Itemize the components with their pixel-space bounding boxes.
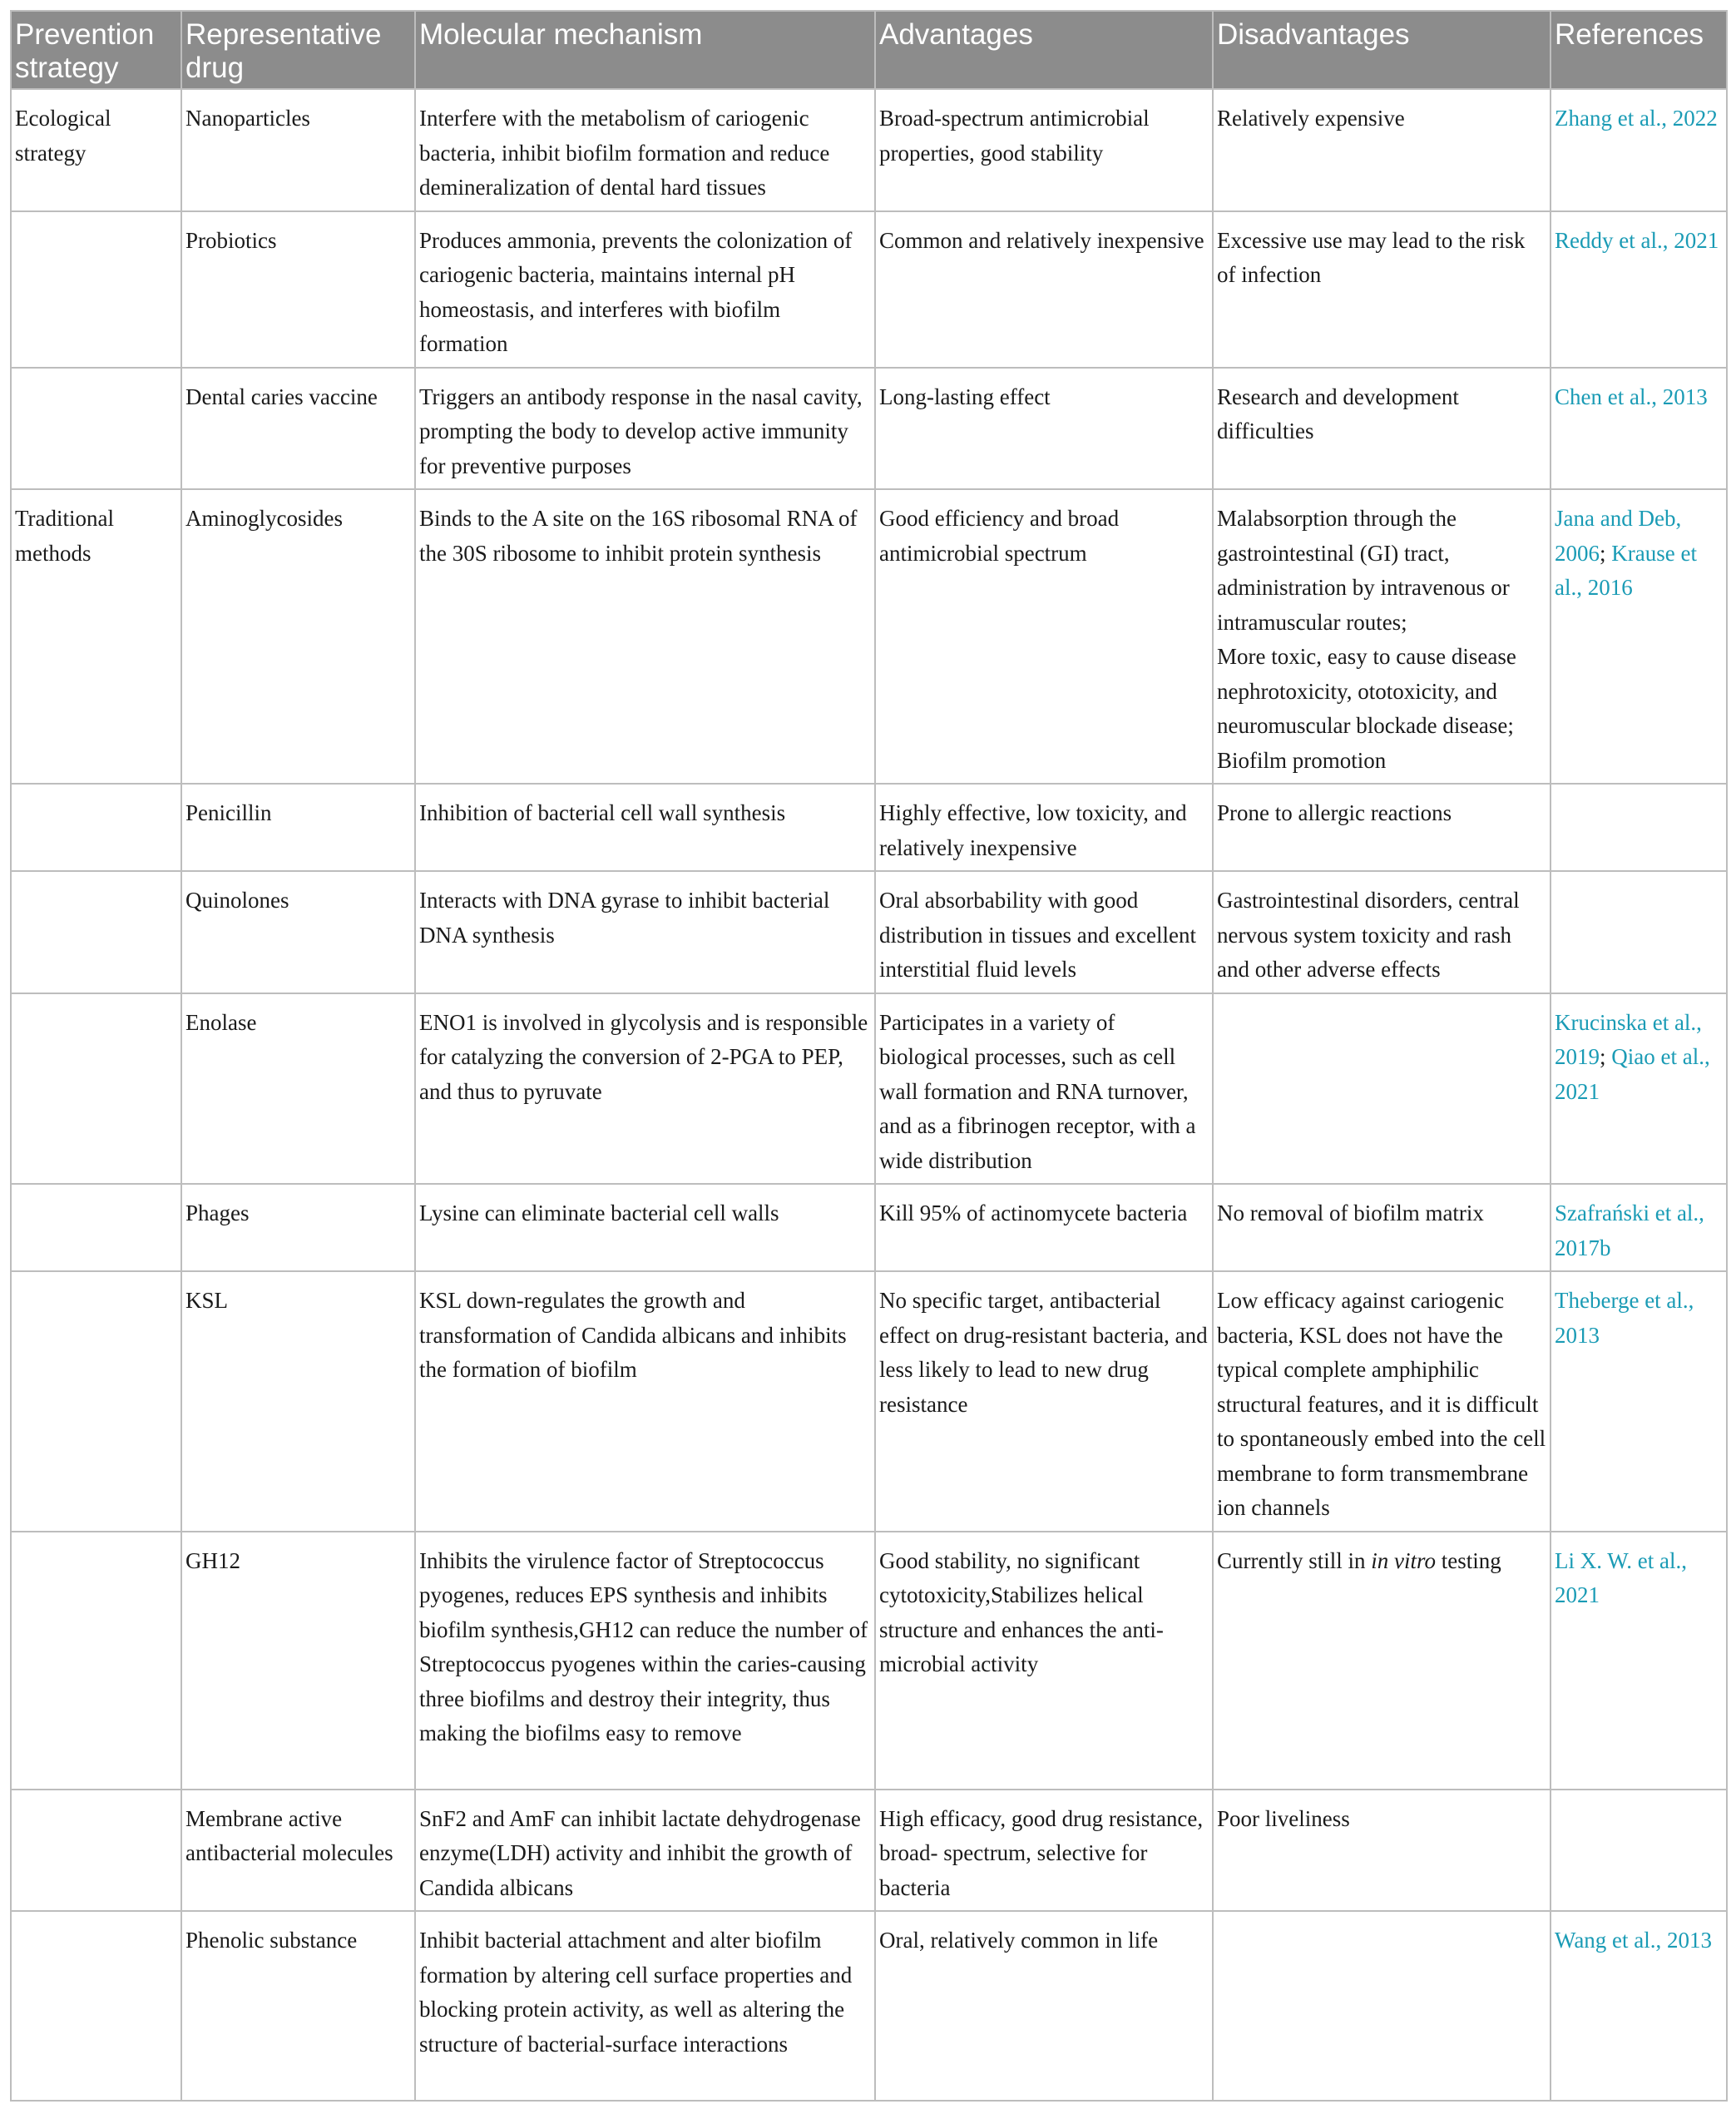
- disadvantages-cell: Excessive use may lead to the risk of infection: [1213, 211, 1551, 368]
- drug-cell: Phages: [181, 1184, 415, 1271]
- advantages-cell: Good stability, no significant cytotoxicity,Stabilizes helical structure and enhances the anti-microbial activity: [875, 1532, 1213, 1790]
- strategy-cell: [11, 368, 181, 490]
- drug-cell: Enolase: [181, 993, 415, 1185]
- disadvantages-cell: Research and development difficulties: [1213, 368, 1551, 490]
- reference-link[interactable]: Krause et al., 2016: [1555, 540, 1697, 600]
- mechanism-cell: Interacts with DNA gyrase to inhibit bacterial DNA synthesis: [415, 871, 875, 993]
- table-row: [11, 871, 1727, 993]
- strategy-cell: Traditional methods: [11, 489, 181, 784]
- drug-cell: KSL: [181, 1271, 415, 1532]
- reference-link[interactable]: Krucinska et al., 2019: [1555, 1009, 1702, 1069]
- header-disadvantages: Disadvantages: [1213, 11, 1551, 89]
- reference-link[interactable]: Qiao et al., 2021: [1555, 1044, 1710, 1104]
- strategy-cell: [11, 211, 181, 368]
- drug-comparison-table: [10, 10, 1728, 2102]
- table-row: [11, 1184, 1727, 1271]
- reference-link[interactable]: Li X. W. et al., 2021: [1555, 1547, 1687, 1607]
- references-cell: [1551, 784, 1727, 871]
- header-molecular-mechanism: Molecular mechanism: [415, 11, 875, 89]
- references-cell: [1551, 993, 1727, 1185]
- disadvantages-cell: Gastrointestinal disorders, central nervous system toxicity and rash and other adverse effects: [1213, 871, 1551, 993]
- drug-cell: Quinolones: [181, 871, 415, 993]
- reference-link[interactable]: Theberge et al., 2013: [1555, 1288, 1694, 1348]
- mechanism-cell: Triggers an antibody response in the nasal cavity, prompting the body to develop active immunity for preventive purposes: [415, 368, 875, 490]
- mechanism-cell: Inhibits the virulence factor of Streptococcus pyogenes, reduces EPS synthesis and inhibits biofilm synthesis,GH12 can reduce the number of Streptococcus pyogenes within the caries-causing three biofilms and destroy their integrity, thus making the biofilms easy to remove: [415, 1532, 875, 1790]
- disadvantages-cell: [1213, 1911, 1551, 2101]
- mechanism-cell: Produces ammonia, prevents the colonization of cariogenic bacteria, maintains internal pH homeostasis, and interferes with biofilm formation: [415, 211, 875, 368]
- mechanism-cell: SnF2 and AmF can inhibit lactate dehydrogenase enzyme(LDH) activity and inhibit the growth of Candida albicans: [415, 1790, 875, 1912]
- strategy-cell: [11, 1184, 181, 1271]
- header-references: References: [1551, 11, 1727, 89]
- advantages-cell: Oral absorbability with good distribution in tissues and excellent interstitial fluid levels: [875, 871, 1213, 993]
- strategy-cell: [11, 784, 181, 871]
- strategy-cell: [11, 993, 181, 1185]
- strategy-cell: [11, 1790, 181, 1912]
- mechanism-cell: Inhibit bacterial attachment and alter biofilm formation by altering cell surface properties and blocking protein activity, as well as altering the structure of bacterial-surface interactions: [415, 1911, 875, 2101]
- advantages-cell: Long-lasting effect: [875, 368, 1213, 490]
- reference-separator: ;: [1600, 1044, 1612, 1069]
- references-cell: [1551, 89, 1727, 211]
- drug-cell: Phenolic substance: [181, 1911, 415, 2101]
- table-row: [11, 1911, 1727, 2101]
- drug-cell: GH12: [181, 1532, 415, 1790]
- references-cell: [1551, 368, 1727, 490]
- mechanism-cell: Lysine can eliminate bacterial cell walls: [415, 1184, 875, 1271]
- strategy-cell: Ecological strategy: [11, 89, 181, 211]
- reference-link[interactable]: Chen et al., 2013: [1555, 384, 1708, 409]
- advantages-cell: Broad-spectrum antimicrobial properties, good stability: [875, 89, 1213, 211]
- table-row: [11, 784, 1727, 871]
- mechanism-cell: Interfere with the metabolism of cariogenic bacteria, inhibit biofilm formation and reduce demineralization of dental hard tissues: [415, 89, 875, 211]
- disadvantage-line: Malabsorption through the gastrointestinal (GI) tract, administration by intravenous or intramuscular routes;: [1217, 506, 1510, 635]
- disadvantage-line: Biofilm promotion: [1217, 747, 1387, 773]
- advantages-cell: No specific target, antibacterial effect on drug-resistant bacteria, and less likely to lead to new drug resistance: [875, 1271, 1213, 1532]
- references-cell: [1551, 1271, 1727, 1532]
- advantages-cell: High efficacy, good drug resistance, broad- spectrum, selective for bacteria: [875, 1790, 1213, 1912]
- references-cell: [1551, 871, 1727, 993]
- reference-separator: ;: [1600, 540, 1612, 566]
- disadvantages-cell: Relatively expensive: [1213, 89, 1551, 211]
- disadvantages-cell: [1213, 489, 1551, 784]
- table-row: [11, 1271, 1727, 1532]
- advantages-cell: Good efficiency and broad antimicrobial spectrum: [875, 489, 1213, 784]
- drug-cell: Membrane active antibacterial molecules: [181, 1790, 415, 1912]
- disadvantages-cell: [1213, 993, 1551, 1185]
- disadvantages-cell: Poor liveliness: [1213, 1790, 1551, 1912]
- strategy-cell: [11, 1911, 181, 2101]
- disadvantage-italic-text: in vitro: [1371, 1547, 1436, 1573]
- mechanism-cell: KSL down-regulates the growth and transformation of Candida albicans and inhibits the formation of biofilm: [415, 1271, 875, 1532]
- disadvantages-cell: No removal of biofilm matrix: [1213, 1184, 1551, 1271]
- advantages-cell: Participates in a variety of biological processes, such as cell wall formation and RNA turnover, and as a fibrinogen receptor, with a wide distribution: [875, 993, 1213, 1185]
- table-row: [11, 1790, 1727, 1912]
- disadvantages-cell: Prone to allergic reactions: [1213, 784, 1551, 871]
- disadvantage-text: Currently still in: [1217, 1547, 1372, 1573]
- disadvantages-cell: Low efficacy against cariogenic bacteria, KSL does not have the typical complete amphiphilic structural features, and it is difficult to spontaneously embed into the cell membrane to form transmembrane ion channels: [1213, 1271, 1551, 1532]
- header-representative-drug: Representative drug: [181, 11, 415, 89]
- disadvantage-text: testing: [1436, 1547, 1501, 1573]
- references-cell: [1551, 1911, 1727, 2101]
- header-row: [11, 11, 1727, 89]
- references-cell: [1551, 1184, 1727, 1271]
- disadvantage-line: More toxic, easy to cause disease nephrotoxicity, ototoxicity, and neuromuscular blockade disease;: [1217, 644, 1516, 738]
- strategy-cell: [11, 871, 181, 993]
- references-cell: [1551, 1532, 1727, 1790]
- advantages-cell: Oral, relatively common in life: [875, 1911, 1213, 2101]
- table-row: [11, 1532, 1727, 1790]
- table-row: [11, 489, 1727, 784]
- reference-link[interactable]: Jana and Deb, 2006: [1555, 506, 1682, 566]
- mechanism-cell: Binds to the A site on the 16S ribosomal RNA of the 30S ribosome to inhibit protein synthesis: [415, 489, 875, 784]
- mechanism-cell: Inhibition of bacterial cell wall synthesis: [415, 784, 875, 871]
- table-row: [11, 89, 1727, 211]
- strategy-cell: [11, 1532, 181, 1790]
- header-advantages: Advantages: [875, 11, 1213, 89]
- disadvantages-cell: [1213, 1532, 1551, 1790]
- drug-cell: Aminoglycosides: [181, 489, 415, 784]
- references-cell: [1551, 1790, 1727, 1912]
- advantages-cell: Highly effective, low toxicity, and relatively inexpensive: [875, 784, 1213, 871]
- reference-link[interactable]: Reddy et al., 2021: [1555, 227, 1719, 253]
- table-row: [11, 993, 1727, 1185]
- reference-link[interactable]: Zhang et al., 2022: [1555, 106, 1718, 131]
- references-cell: [1551, 489, 1727, 784]
- reference-link[interactable]: Szafrański et al., 2017b: [1555, 1201, 1704, 1260]
- drug-cell: Probiotics: [181, 211, 415, 368]
- table-row: [11, 211, 1727, 368]
- drug-cell: Dental caries vaccine: [181, 368, 415, 490]
- references-cell: [1551, 211, 1727, 368]
- advantages-cell: Common and relatively inexpensive: [875, 211, 1213, 368]
- header-prevention-strategy: Prevention strategy: [11, 11, 181, 89]
- advantages-cell: Kill 95% of actinomycete bacteria: [875, 1184, 1213, 1271]
- reference-link[interactable]: Wang et al., 2013: [1555, 1928, 1713, 1953]
- strategy-cell: [11, 1271, 181, 1532]
- drug-cell: Nanoparticles: [181, 89, 415, 211]
- mechanism-cell: ENO1 is involved in glycolysis and is responsible for catalyzing the conversion of 2-PGA to PEP, and thus to pyruvate: [415, 993, 875, 1185]
- table-row: [11, 368, 1727, 490]
- drug-cell: Penicillin: [181, 784, 415, 871]
